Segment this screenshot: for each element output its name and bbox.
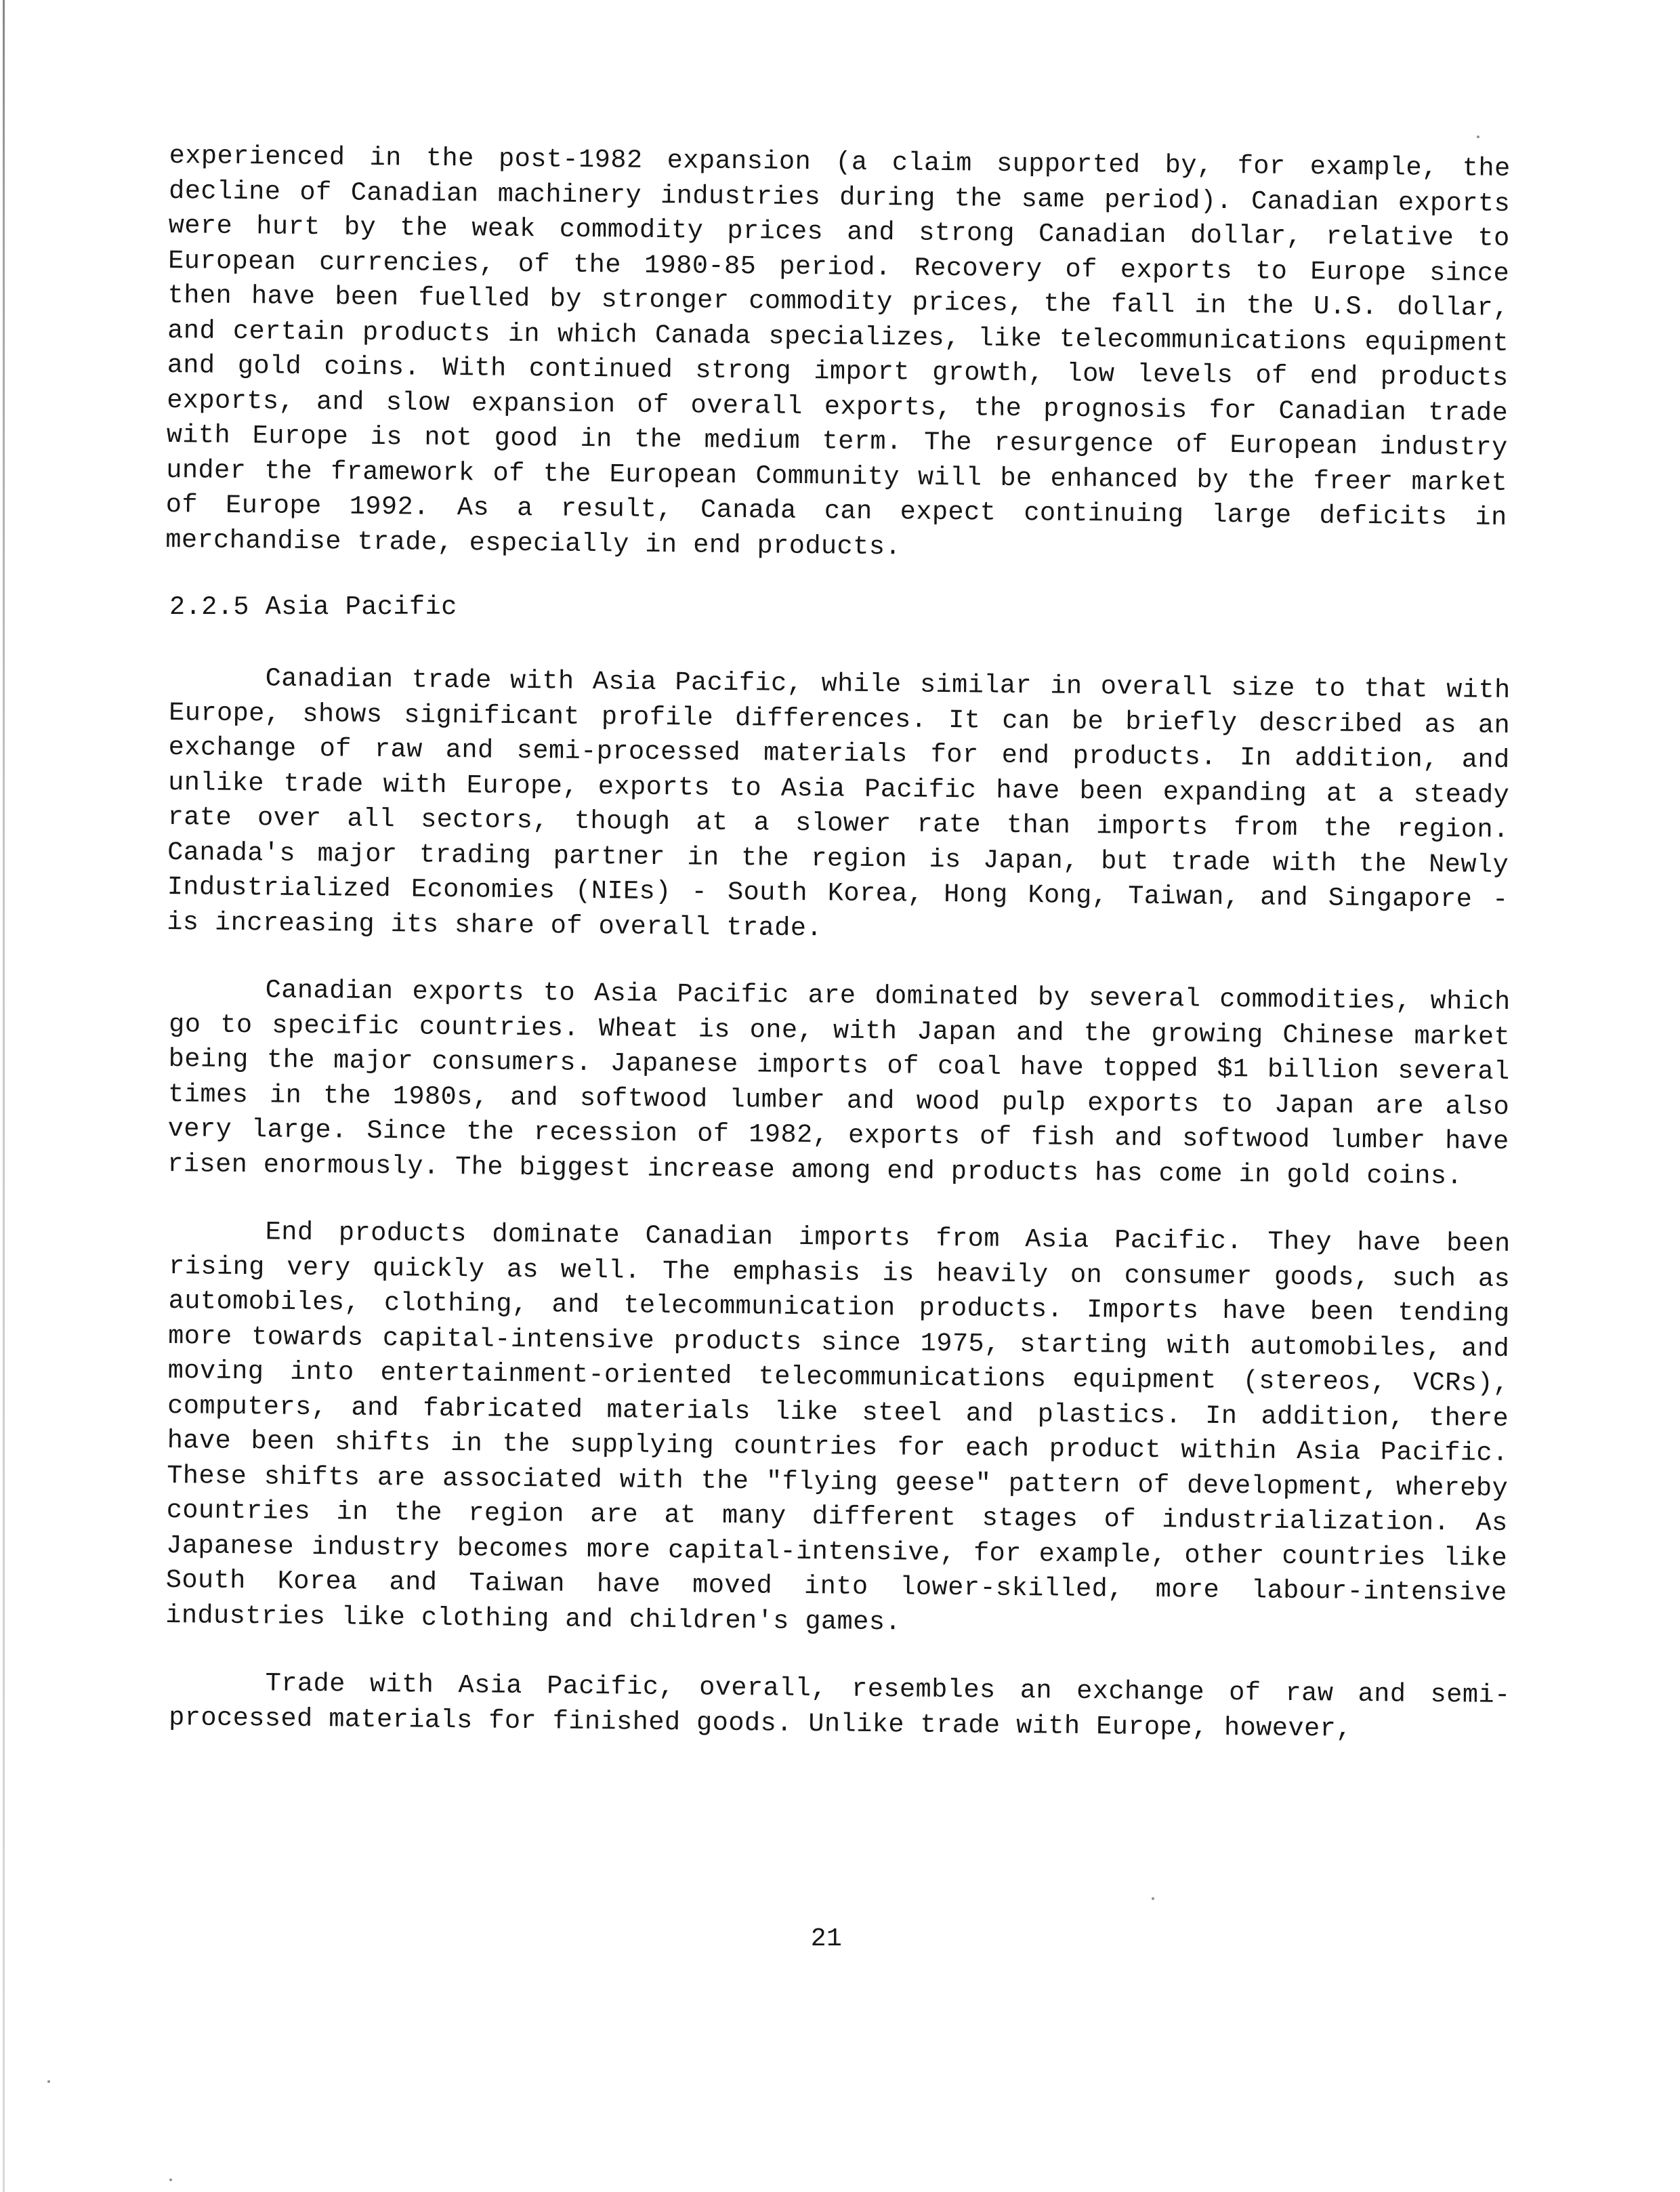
scan-speck <box>1477 136 1479 138</box>
section-heading: 2.2.5 Asia Pacific <box>169 592 457 622</box>
paragraph-europe-conclusion: experienced in the post-1982 expansion (a claim supported by, for example, the decline of Canadian machinery industries during the same period). Canadian exports were hurt by the weak commodity prices and strong Canadian dollar, relative to European currencies, of the 1980-85 period. Recovery of exports to Europe since then have been fuelled by stronger commodity prices, the fall in the U.S. dollar, and certain products in which Canada specializes, like telecommunications equipment and gold coins. With continued strong import growth, low levels of end products exports, and slow expansion of overall exports, the prognosis for Canadian trade with Europe is not good in the medium term. The resurgence of European industry under the framework of the European Community will be enhanced by the freer market of Europe 1992. As a result, Canada can expect continuing large deficits in merchandise trade, especially in end products. <box>165 140 1511 562</box>
paragraph-asia-summary: Trade with Asia Pacific, overall, resembles an exchange of raw and semi-processed materials for finished goods. Unlike trade with Europe, however, <box>169 1668 1511 1743</box>
scan-speck <box>1152 1897 1154 1900</box>
scan-edge <box>3 0 5 2192</box>
scan-speck <box>47 2080 50 2083</box>
paragraph-asia-exports: Canadian exports to Asia Pacific are dominated by several commodities, which go to specific countries. Wheat is one, with Japan and the growing Chinese market being the major consumers. Japanese imports of coal have topped $1 billion several times in the 1980s, and softwood lumber and wood pulp exports to Japan are also very large. Since the recession of 1982, exports of fish and softwood lumber have risen enormously. The biggest increase among end products has come in gold coins. <box>167 974 1511 1191</box>
scan-speck <box>169 2178 172 2181</box>
page-number: 21 <box>810 1924 843 1953</box>
paragraph-asia-imports: End products dominate Canadian imports from Asia Pacific. They have been rising very quickly as well. The emphasis is heavily on consumer goods, such as automobiles, clothing, and telecommunication products. Imports have been tending more towards capital-intensive products since 1975, starting with automobiles, and moving into entertainment-oriented telecommunications equipment (stereos, VCRs), computers, and fabricated materials like steel and plastics. In addition, there have been shifts in the supplying countries for each product within Asia Pacific. These shifts are associated with the "flying geese" pattern of development, whereby countries in the region are at many different stages of industrialization. As Japanese industry becomes more capital-intensive, for example, other countries like South Korea and Taiwan have moved into lower-skilled, more labour-intensive industries like clothing and children's games. <box>165 1216 1511 1637</box>
document-page <box>165 139 1511 1743</box>
paragraph-asia-overview: Canadian trade with Asia Pacific, while similar in overall size to that with Europe, shows significant profile differences. It can be briefly described as an exchange of raw and semi-processed materials for end products. In addition, and unlike trade with Europe, exports to Asia Pacific have been expanding at a steady rate over all sectors, though at a slower rate than imports from the region. Canada's major trading partner in the region is Japan, but trade with the Newly Industrialized Economies (NIEs) - South Korea, Hong Kong, Taiwan, and Singapore - is increasing its share of overall trade. <box>167 663 1511 943</box>
